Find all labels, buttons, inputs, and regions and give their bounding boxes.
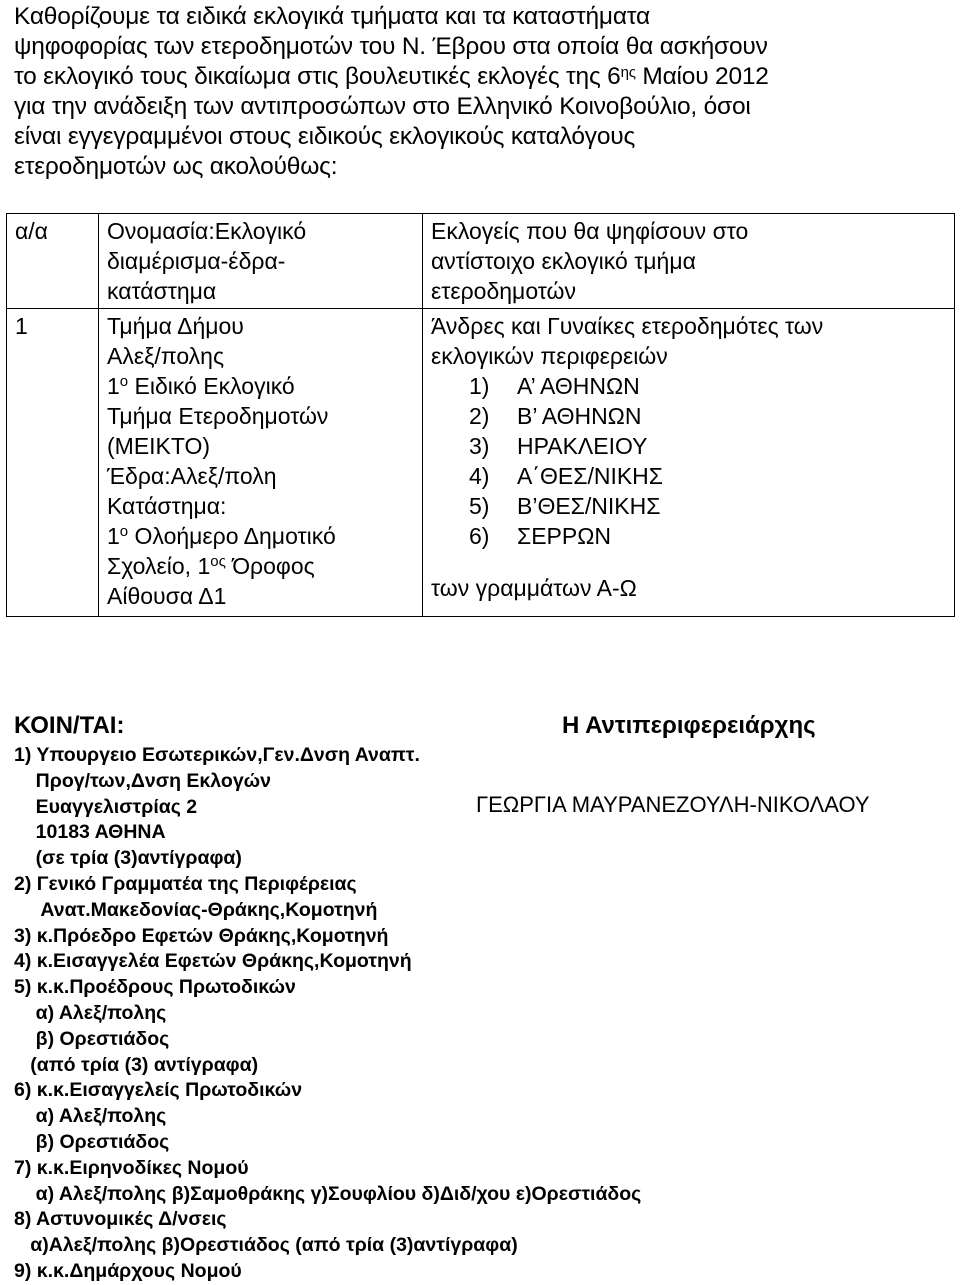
list-item <box>431 431 948 461</box>
distribution-line: α) Αλεξ/πολης <box>14 1105 167 1128</box>
station-line: Κατάστημα: <box>107 493 227 519</box>
header-line: διαμέρισμα-έδρα- <box>107 248 286 274</box>
header-line: Ονομασία:Εκλογικό <box>107 218 307 244</box>
distribution-line: 1) Υπουργειο Εσωτερικών,Γεν.Δνση Αναπτ. <box>14 744 420 766</box>
distribution-line: 9) κ.κ.Δημάρχους Νομού <box>14 1259 242 1282</box>
intro-line: Καθορίζουμε τα ειδικά εκλογικά τμήματα και τα καταστήματα <box>14 3 650 30</box>
distribution-line: Ευαγγελιστρίας 2 <box>14 795 198 818</box>
region-name: Α΄ΘΕΣ/ΝΙΚΗΣ <box>517 463 664 489</box>
voters-line: εκλογικών περιφερειών <box>431 343 668 369</box>
region-number: 5) <box>469 493 490 519</box>
region-name: Β’ ΑΘΗΝΩΝ <box>517 403 642 429</box>
region-number: 6) <box>469 523 490 549</box>
region-name: ΣΕΡΡΩΝ <box>517 523 612 549</box>
distribution-line: (σε τρία (3)αντίγραφα) <box>14 847 242 870</box>
header-line: κατάστημα <box>107 278 217 304</box>
regions-list <box>431 371 948 551</box>
distribution-line: 10183 ΑΘΗΝΑ <box>14 821 166 844</box>
distribution-line: 3) κ.Πρόεδρο Εφετών Θράκης,Κομοτηνή <box>14 924 389 947</box>
station-text: 1 <box>107 373 120 399</box>
region-name: Β’ΘΕΣ/ΝΙΚΗΣ <box>517 493 661 519</box>
station-text: Ολοήμερο Δημοτικό <box>128 523 336 549</box>
station-line: (ΜΕΙΚΤΟ) <box>107 433 211 459</box>
distribution-line: 4) κ.Εισαγγελέα Εφετών Θράκης,Κομοτηνή <box>14 950 412 973</box>
intro-paragraph <box>14 2 949 182</box>
list-item <box>431 461 948 491</box>
voters-line: των γραμμάτων Α-Ω <box>431 575 637 601</box>
distribution-line: Ανατ.Μακεδονίας-Θράκης,Κομοτηνή <box>14 898 378 921</box>
intro-line: ψηφοφορίας των ετεροδημοτών του Ν. Έβρου στα οποία θα ασκήσουν <box>14 33 768 60</box>
region-name: ΗΡΑΚΛΕΙΟΥ <box>517 433 648 459</box>
station-text: Όροφος <box>225 553 315 579</box>
distribution-line: 8) Αστυνομικές Δ/νσεις <box>14 1208 227 1231</box>
superscript: ο <box>119 373 129 390</box>
table-header-row <box>7 214 955 309</box>
intro-line <box>14 62 949 92</box>
distribution-line: (από τρία (3) αντίγραφα) <box>14 1053 259 1076</box>
station-line: Αίθουσα Δ1 <box>107 583 227 609</box>
distribution-line: α)Αλεξ/πολης β)Ορεστιάδος (από τρία (3)αντίγραφα) <box>14 1234 518 1257</box>
station-text: Ειδικό Εκλογικό <box>128 373 295 399</box>
list-item <box>431 371 948 401</box>
distribution-line: Προγ/των,Δνση Εκλογών <box>14 769 271 792</box>
region-number: 4) <box>469 463 490 489</box>
header-line: αντίστοιχο εκλογικό τμήμα <box>431 248 696 274</box>
superscript: ης <box>620 64 636 81</box>
station-line: Έδρα:Αλεξ/πολη <box>107 463 277 489</box>
region-name: Α’ ΑΘΗΝΩΝ <box>517 373 640 399</box>
table-row <box>7 309 955 617</box>
station-line <box>107 551 416 581</box>
station-line: Τμήμα Δήμου <box>107 313 244 339</box>
station-line <box>107 371 416 401</box>
row-voters <box>423 309 955 617</box>
signature-name: ΓΕΩΡΓΙΑ ΜΑΥΡΑΝΕΖΟΥΛΗ-ΝΙΚΟΛΑΟΥ <box>476 792 870 817</box>
list-item <box>431 401 948 431</box>
distribution-line: 2) Γενικό Γραμματέα της Περιφέρειας <box>14 872 357 895</box>
region-number: 3) <box>469 433 490 459</box>
header-name <box>99 214 423 309</box>
station-text: Σχολείο, 1 <box>107 553 211 579</box>
intro-line: για την ανάδειξη των αντιπροσώπων στο Ελληνικό Κοινοβούλιο, όσοι <box>14 93 751 120</box>
station-line: Τμήμα Ετεροδημοτών <box>107 403 329 429</box>
intro-text: Μαίου 2012 <box>635 63 769 90</box>
header-aa: α/α <box>7 214 99 309</box>
distribution-line: α) Αλεξ/πολης <box>14 1001 167 1024</box>
distribution-line: α) Αλεξ/πολης β)Σαμοθράκης γ)Σουφλίου δ)Διδ/χου ε)Ορεστιάδος <box>14 1182 642 1205</box>
row-station-name <box>99 309 423 617</box>
koin-label: ΚΟΙΝ/ΤΑΙ: <box>14 712 125 739</box>
intro-line: είναι εγγεγραμμένοι στους ειδικούς εκλογικούς καταλόγους <box>14 123 636 150</box>
station-line <box>107 521 416 551</box>
header-voters <box>423 214 955 309</box>
list-item <box>431 521 948 551</box>
distribution-line: 6) κ.κ.Εισαγγελείς Πρωτοδικών <box>14 1079 303 1102</box>
polling-stations-table <box>6 213 955 617</box>
header-line: Εκλογείς που θα ψηφίσουν στο <box>431 218 749 244</box>
superscript: ος <box>210 553 226 570</box>
voters-line: Άνδρες και Γυναίκες ετεροδημότες των <box>431 313 824 339</box>
region-number: 1) <box>469 373 490 399</box>
header-line: ετεροδημοτών <box>431 278 576 304</box>
distribution-list <box>14 743 774 1285</box>
station-line: Αλεξ/πολης <box>107 343 225 369</box>
intro-text: το εκλογικό τους δικαίωμα στις βουλευτικές εκλογές της 6 <box>14 63 621 90</box>
region-number: 2) <box>469 403 490 429</box>
distribution-line: β) Ορεστιάδος <box>14 1027 170 1050</box>
distribution-line: 7) κ.κ.Ειρηνοδίκες Νομού <box>14 1156 249 1179</box>
superscript: ο <box>119 523 129 540</box>
row-aa: 1 <box>7 309 99 617</box>
intro-line: ετεροδημοτών ως ακολούθως: <box>14 153 338 180</box>
distribution-line: 5) κ.κ.Προέδρους Πρωτοδικών <box>14 976 296 999</box>
station-text: 1 <box>107 523 120 549</box>
signature-title: Η Αντιπεριφερειάρχης <box>562 712 816 739</box>
list-item <box>431 491 948 521</box>
distribution-line: β) Ορεστιάδος <box>14 1130 170 1153</box>
